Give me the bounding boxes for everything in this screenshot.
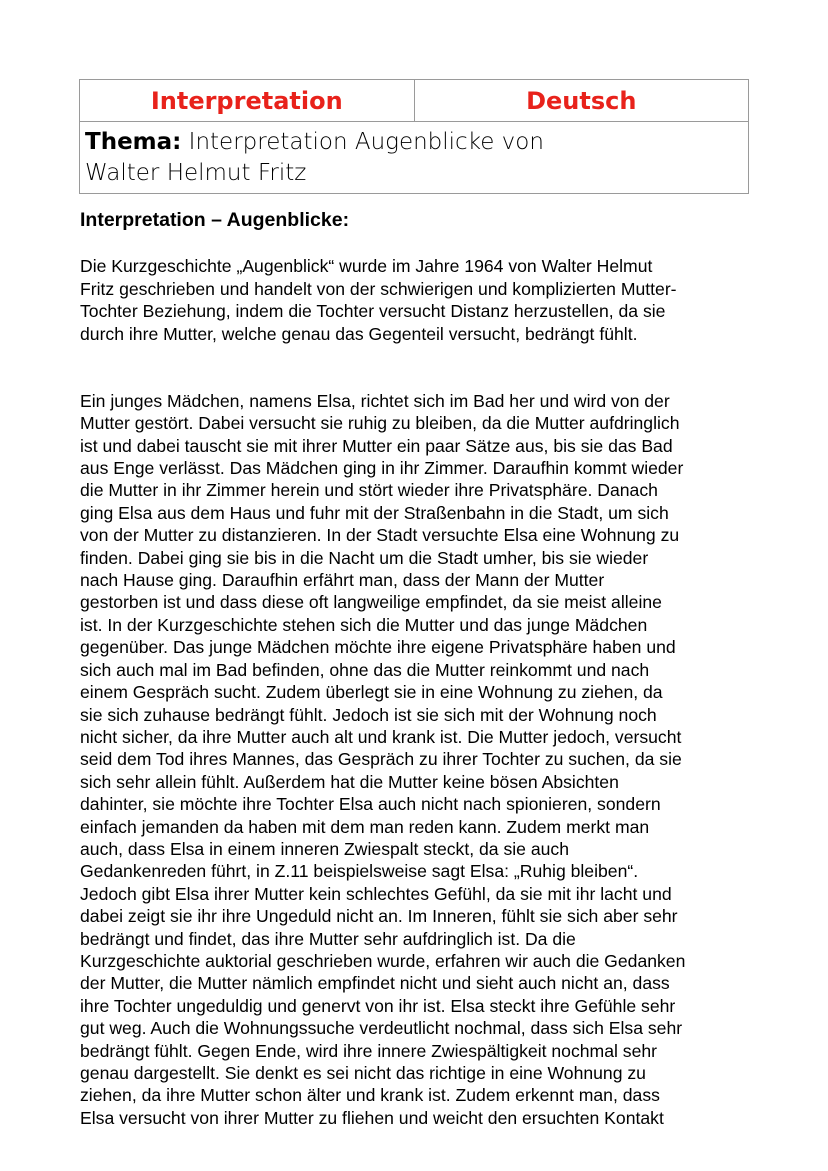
header-right-title: Deutsch (526, 86, 637, 115)
header-table (79, 79, 749, 194)
paragraph-intro: Die Kurzgeschichte „Augenblick“ wurde im Jahre 1964 von Walter Helmut Fritz geschrieben und handelt von der schwierigen und komplizierten Mutter- Tochter Beziehung, indem die Tochter versucht Distanz herzustellen, da sie durch ihre Mutter, welche genau das Gegenteil versucht, bedrängt fühlt. (80, 256, 677, 344)
topic-text: Interpretation Augenblicke von Walter Helmut Fritz (85, 129, 544, 186)
document-body (80, 233, 760, 1152)
document-heading: Interpretation – Augenblicke: (80, 209, 350, 231)
topic-row (80, 122, 748, 193)
header-left-title: Interpretation (80, 80, 415, 121)
header-title-row (80, 80, 748, 122)
paragraph-main: Ein junges Mädchen, namens Elsa, richtet sich im Bad her und wird von der Mutter gestört. Dabei versucht sie ruhig zu bleiben, da die Mutter aufdringlich ist und dabei tauscht sie mit ihrer Mutter ein paar Sätze aus, bis sie das Bad aus Enge verlässt. Das Mädchen ging in ihr Zimmer. Daraufhin kommt wieder die Mutter in ihr Zimmer herein und stört wieder ihre Privatsphäre. Danach ging Elsa aus dem Haus und fuhr mit der Straßenbahn in die Stadt, um sich von der Mutter zu distanzieren. In der Stadt versuchte Elsa eine Wohnung zu finden. Dabei ging sie bis in die Nacht um die Stadt umher, bis sie wieder nach Hause ging. Daraufhin erfährt man, dass der Mann der Mutter gestorben ist und dass diese oft langweilige empfindet, da sie meist alleine ist. In der Kurzgeschichte stehen sich die Mutter und das junge Mädchen gegenüber. Das junge Mädchen möchte ihre eigene Privatsphäre haben und sich auch mal im Bad befinden, ohne das die Mutter reinkommt und nach einem Gespräch sucht. Zudem überlegt sie in eine Wohnung zu ziehen, da sie sich zuhause bedrängt fühlt. Jedoch ist sie sich mit der Wohnung noch nicht sicher, da ihre Mutter auch alt und krank ist. Die Mutter jedoch, versucht seid dem Tod ihres Mannes, das Gespräch zu ihrer Tochter zu suchen, da sie sich sehr allein fühlt. Außerdem hat die Mutter keine bösen Absichten dahinter, sie möchte ihre Tochter Elsa auch nicht nach spionieren, sondern einfach jemanden da haben mit dem man reden kann. Zudem merkt man auch, dass Elsa in einem inneren Zwiespalt steckt, da sie auch Gedankenreden führt, in Z.11 beispielsweise sagt Elsa: „Ruhig bleiben“. Jedoch gibt Elsa ihrer Mutter kein schlechtes Gefühl, da sie mit ihr lacht und dabei zeigt sie ihr ihre Ungeduld nicht an. Im Inneren, fühlt sie sich aber sehr bedrängt und findet, das ihre Mutter sehr aufdringlich ist. Da die Kurzgeschichte auktorial geschrieben wurde, erfahren wir auch die Gedanken der Mutter, die Mutter nämlich empfindet nicht und sieht auch nicht an, dass ihre Tochter ungeduldig und genervt von ihr ist. Elsa steckt ihre Gefühle sehr gut weg. Auch die Wohnungssuche verdeutlicht nochmal, dass sich Elsa sehr bedrängt fühlt. Gegen Ende, wird ihre innere Zwiespältigkeit nochmal sehr genau dargestellt. Sie denkt es sei nicht das richtige in eine Wohnung zu ziehen, da ihre Mutter schon älter und krank ist. Zudem erkennt man, dass Elsa versucht von ihrer Mutter zu fliehen und weicht den ersuchten Kontakt (80, 390, 686, 1128)
topic-label: Thema: (85, 129, 182, 155)
